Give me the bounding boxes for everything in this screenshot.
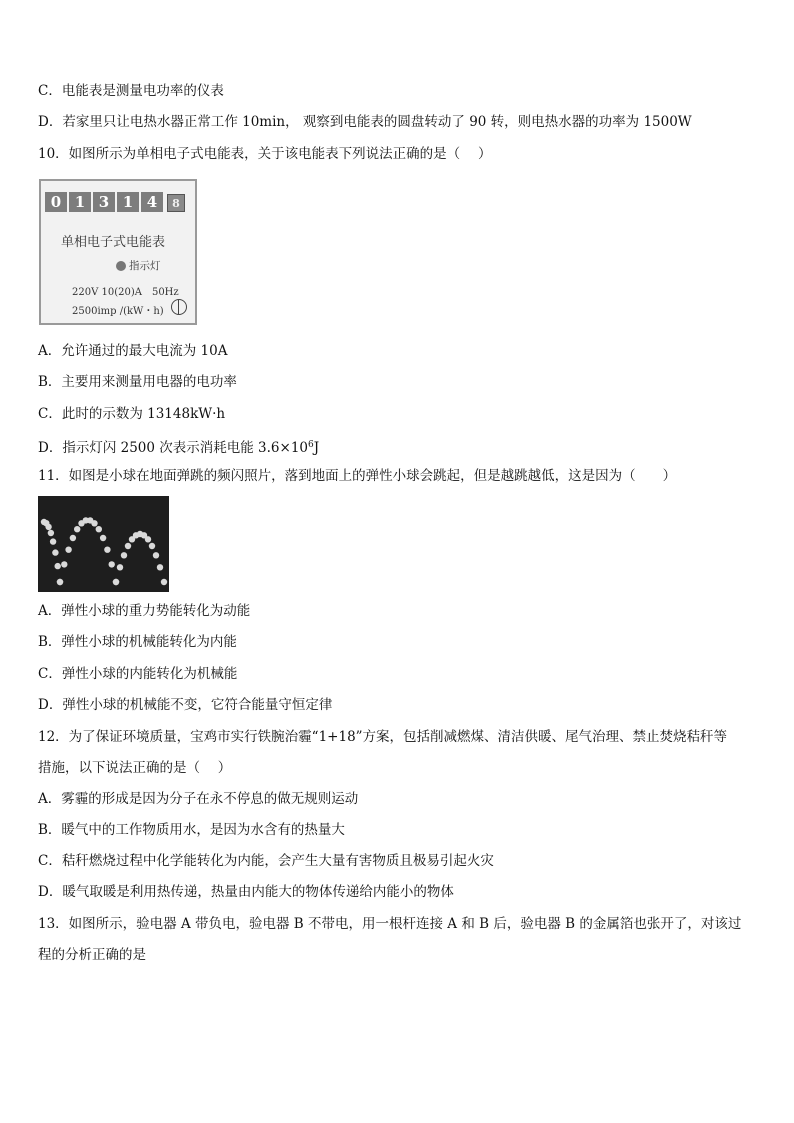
meter-indicator-label: 指示灯 [129, 260, 161, 272]
ball-dot [74, 526, 80, 532]
q12-option-b: B．暖气中的工作物质用水，是因为水含有的热量大 [38, 822, 345, 838]
ball-dot [125, 543, 131, 549]
q10-option-d-main: D．指示灯闪 2500 次表示消耗电能 3.6×10 [38, 440, 309, 456]
question-10: 10．如图所示为单相电子式电能表，关于该电能表下列说法正确的是（ ） [38, 146, 492, 162]
ball-dot [121, 552, 127, 558]
indicator-lamp-icon [116, 261, 126, 271]
question-13-line2: 程的分析正确的是 [38, 947, 146, 963]
ball-dot [153, 552, 159, 558]
q12-option-c: C．秸秆燃烧过程中化学能转化为内能，会产生大量有害物质且极易引起火灾 [38, 853, 494, 869]
meter-title: 单相电子式电能表 [61, 235, 166, 250]
q10-option-d-unit: J [313, 440, 320, 456]
ball-dot [70, 535, 76, 541]
ball-dot [45, 524, 51, 530]
ball-dot [55, 563, 61, 569]
q10-option-d [38, 436, 319, 457]
ball-dot [113, 579, 119, 585]
meter-disk-icon [171, 299, 187, 315]
ball-dot [100, 535, 106, 541]
meter-indicator [116, 258, 161, 273]
option-c-text: C．电能表是测量电功率的仪表 [38, 83, 224, 99]
ball-dot [109, 561, 115, 567]
q10-option-b: B．主要用来测量用电器的电功率 [38, 374, 237, 390]
question-13-line1: 13．如图所示，验电器 A 带负电，验电器 B 不带电，用一根杆连接 A 和 B 后，验电器 B 的金属箔也张开了，对该过 [38, 916, 742, 932]
meter-digits [45, 192, 185, 212]
meter-decimal-digit: 8 [167, 194, 185, 212]
q11-option-a: A．弹性小球的重力势能转化为动能 [38, 603, 251, 619]
ball-dot [48, 530, 54, 536]
meter-digit: 1 [69, 192, 91, 212]
meter-digit: 3 [93, 192, 115, 212]
q11-option-c: C．弹性小球的内能转化为机械能 [38, 666, 238, 682]
ball-dot [52, 549, 58, 555]
q10-option-a: A．允许通过的最大电流为 10A [38, 343, 228, 359]
option-d-text: D．若家里只让电热水器正常工作 10min， 观察到电能表的圆盘转动了 90 转，则电热水器的功率为 1500W [38, 114, 692, 130]
q10-option-c: C．此时的示数为 13148kW·h [38, 406, 226, 422]
ball-dot [57, 579, 63, 585]
ball-dot [61, 561, 67, 567]
ball-dot [145, 536, 151, 542]
ball-dot [117, 564, 123, 570]
q11-option-b: B．弹性小球的机械能转化为内能 [38, 634, 237, 650]
bouncing-ball-photo [38, 496, 169, 592]
q11-option-d: D．弹性小球的机械能不变，它符合能量守恒定律 [38, 697, 333, 713]
meter-spec-imp: 2500imp /(kW・h) [72, 306, 164, 317]
meter-digit: 1 [117, 192, 139, 212]
ball-dot [65, 547, 71, 553]
ball-dot [96, 526, 102, 532]
meter-digit: 4 [141, 192, 163, 212]
ball-dot [104, 547, 110, 553]
ball-dot [91, 520, 97, 526]
q12-option-a: A．雾霾的形成是因为分子在永不停息的做无规则运动 [38, 791, 359, 807]
electric-meter-figure [39, 179, 197, 325]
q10-option-d-exponent: 6 [308, 440, 314, 450]
ball-dot [149, 543, 155, 549]
q12-option-d: D．暖气取暖是利用热传递，热量由内能大的物体传递给内能小的物体 [38, 884, 454, 900]
ball-dot [157, 564, 163, 570]
ball-dot [50, 538, 56, 544]
meter-digit: 0 [45, 192, 67, 212]
ball-dot [161, 579, 167, 585]
question-11: 11．如图是小球在地面弹跳的频闪照片，落到地面上的弹性小球会跳起，但是越跳越低，这是因为（ ） [38, 468, 677, 484]
question-12-line2: 措施，以下说法正确的是（ ） [38, 760, 232, 776]
question-12-line1: 12．为了保证环境质量，宝鸡市实行铁腕治霾“1+18”方案，包括削减燃煤、清洁供暖、尾气治理、禁止焚烧秸秆等 [38, 729, 728, 745]
meter-spec-voltage: 220V 10(20)A 50Hz [72, 287, 179, 298]
ball-trajectory [38, 496, 169, 592]
